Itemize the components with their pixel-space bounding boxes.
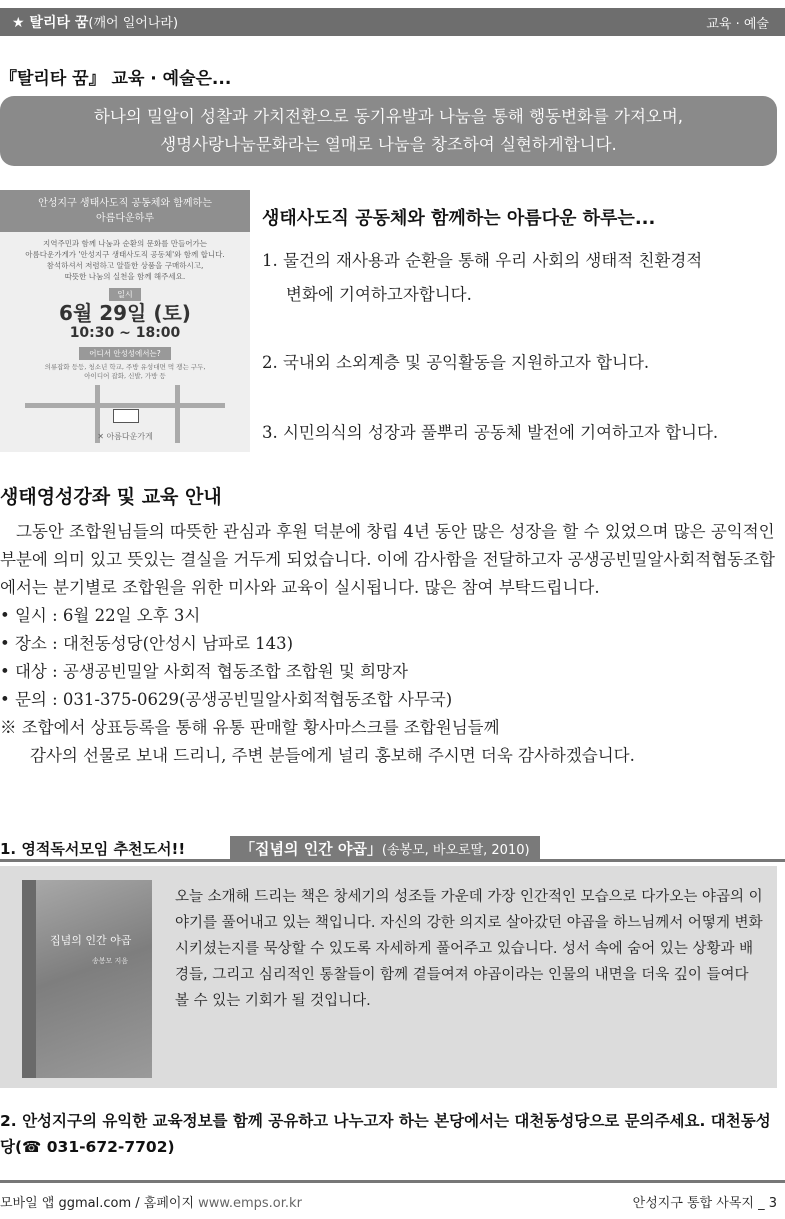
poster-date-label: 일시 [109,288,140,301]
header-subtitle: (깨어 일어나라) [88,16,179,31]
education-body [0,518,785,770]
footer-rule [0,1180,785,1183]
education-date: • 일시 : 6월 22일 오후 3시 [0,606,201,625]
book-publisher: (송봉모, 바오로딸, 2010) [381,843,530,858]
intro-box [0,96,777,166]
mission-item-1-line-2: 변화에 기여하고자합니다. [286,285,472,304]
footer-url: www.emps.or.kr [198,1196,302,1211]
education-target: • 대상 : 공생공빈밀알 사회적 협동조합 조합원 및 희망자 [0,662,408,681]
intro-line-1: 하나의 밀알이 성찰과 가치전환으로 동기유발과 나눔을 통해 행동변화를 가져오며, [93,107,684,126]
map-road [25,403,225,408]
footer-page-label: 안성지구 통합 사목지 _ 3 [632,1196,777,1211]
poster-desc-1: 지역주민과 함께 나눔과 순환의 문화를 만들어가는 [42,239,208,248]
book-description: 오늘 소개해 드리는 책은 창세기의 성조들 가운데 가장 인간적인 모습으로 다가오는 야곱의 이야기를 풀어내고 있는 책입니다. 자신의 강한 의지로 살아갔던 야곱을 하느님께서 어떻게 변화시키셨는지를 묵상할 수 있도록 자세하게 풀어주고 있습니다. 성서 속에 숨어 있는 상황과 배경들, 그리고 심리적인 통찰들이 함께 곁들여져 야곱이라는 인물의 내면을 더욱 깊이 들여다 볼 수 있는 기회가 될 것입니다. [175,889,763,1009]
poster-date: 6월 29일 (토) [59,301,191,325]
poster-items [0,363,250,381]
poster-items-2: 아이디어 잡화, 신발, 가방 등 [84,372,166,380]
education-paragraph: 그동안 조합원님들의 따뜻한 관심과 후원 덕분에 창립 4년 동안 많은 성장을 할 수 있었으며 많은 공익적인 부분에 의미 있고 뜻있는 결실을 거두게 되었습니다. 이에 감사함을 전달하고자 공생공빈밀알사회적협동조합에서는 분기별로 조합원을 위한 미사와 교육이 실시됩니다. 많은 참여 부탁드립니다. [0,522,775,597]
header-category: 교육 · 예술 [706,16,769,32]
poster-desc-4: 따뜻한 나눔의 실천을 함께 해주세요. [64,272,186,281]
info-text: 2. 안성지구의 유익한 교육정보를 함께 공유하고 나누고자 하는 본당에서는 대천동성당으로 문의주세요. 대천동성당(☎ 031-672-7702) [0,1112,771,1156]
poster-time: 10:30 ~ 18:00 [69,325,181,341]
education-note-2: 감사의 선물로 보내 드리니, 주변 분들에게 널리 홍보해 주시면 더욱 감사하겠습니다. [30,746,635,765]
poster-header-line-1: 안성지구 생태사도직 공동체와 함께하는 [38,198,212,209]
poster-desc-3: 참석하셔서 저렴하고 알뜰한 상품을 구매하시고, [46,261,204,270]
poster-logo: ✕ 아름다운가게 [97,432,153,441]
intro-title: 『탈리타 꿈』 교육 · 예술은... [0,69,232,89]
book-cover-image [22,880,152,1078]
poster-header [0,190,250,232]
section-header-title [12,12,178,32]
footer-app-text: 모바일 앱 ggmal.com / 홈페이지 [0,1196,199,1211]
education-contact: • 문의 : 031-375-0629(공생공빈밀알사회적협동조합 사무국) [0,690,453,709]
poster-logo-text: 아름다운가게 [106,432,153,441]
mission-title: 생태사도직 공동체와 함께하는 아름다운 하루는... [262,208,656,229]
poster-desc-2: 아름다운가게가 '안성지구 생태사도직 공동체'와 함께 합니다. [25,250,225,259]
poster-header-line-2: 아름다운하루 [96,213,154,224]
mission-item-3: 3. 시민의식의 성장과 풀뿌리 공동체 발전에 기여하고자 합니다. [262,423,719,442]
book-label: 1. 영적독서모임 추천도서!! [0,840,186,858]
book-spine [22,880,36,1078]
event-poster [0,190,250,452]
book-cover-author: 송봉모 지음 [92,957,129,965]
education-title: 생태영성강좌 및 교육 안내 [0,486,222,508]
map-church-marker [113,409,139,423]
mission-item-2: 2. 국내외 소외계층 및 공익활동을 지원하고자 합니다. [262,353,650,372]
mission-item-1 [262,244,702,312]
intro-line-2: 생명사랑나눔문화라는 열매로 나눔을 창조하여 실현하게합니다. [160,135,617,154]
education-note-1: ※ 조합에서 상표등록을 통해 유통 판매할 황사마스크를 조합원님들께 [0,718,500,737]
poster-where-label: 어디서 안성성에서는? [79,347,171,360]
book-cover-art [36,880,152,1078]
mission-item-1-line-1: 1. 물건의 재사용과 순환을 통해 우리 사회의 생태적 친환경적 [262,251,703,270]
book-cover-title: 집념의 인간 야곱 [50,934,132,947]
book-header [0,836,785,862]
book-title: 「집념의 인간 야곱」 [240,840,382,858]
poster-description [0,238,250,282]
education-place: • 장소 : 대천동성당(안성시 남파로 143) [0,634,294,653]
header-title: ★ 탈리타 꿈 [12,15,89,31]
poster-items-1: 의류잡화 등등, 청소년 학교, 주방 유성대면 먹 쟁는 구두, [44,363,206,371]
footer-left [0,1192,302,1211]
book-box [0,866,777,1088]
book-title-tag [230,836,540,862]
section-header-bar [0,8,785,36]
